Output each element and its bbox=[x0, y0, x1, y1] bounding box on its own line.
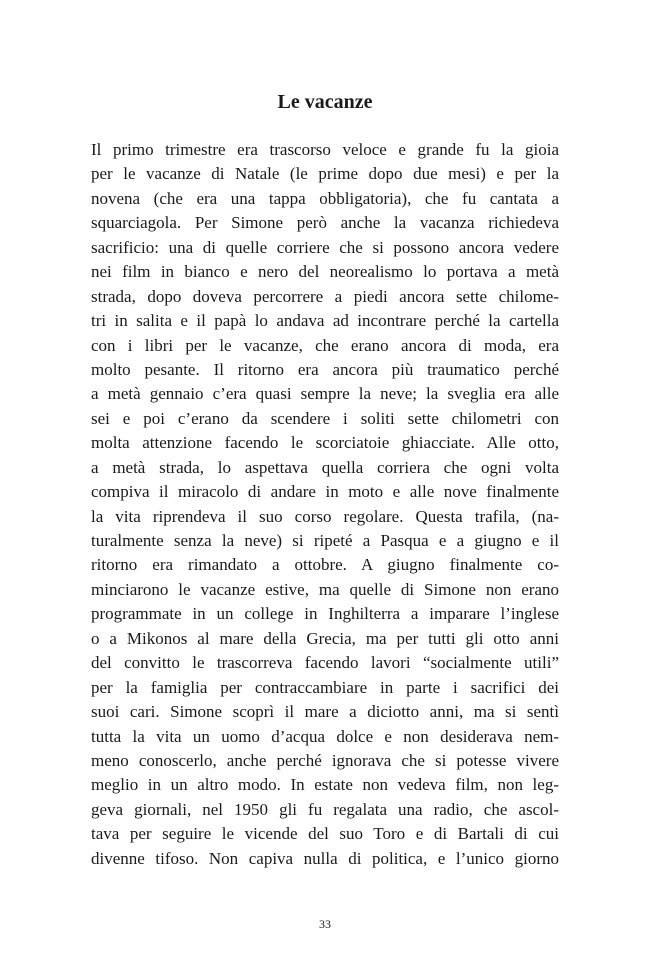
text-line: minciarono le vacanze estive, ma quelle di Simone non erano bbox=[91, 579, 559, 599]
text-line: ritorno era rimandato a ottobre. A giugno finalmente co- bbox=[91, 555, 559, 575]
text-line: tutta la vita un uomo d’acqua dolce e non desiderava nem- bbox=[91, 726, 559, 746]
text-line: divenne tifoso. Non capiva nulla di politica, e l’unico giorno bbox=[91, 848, 559, 868]
text-line: con i libri per le vacanze, che erano ancora di moda, era bbox=[91, 335, 559, 355]
text-line: novena (che era una tappa obbligatoria), che fu cantata a bbox=[91, 188, 559, 208]
text-line: nei film in bianco e nero del neorealismo lo portava a metà bbox=[91, 262, 559, 282]
text-line: molta attenzione facendo le scorciatoie ghiacciate. Alle otto, bbox=[91, 433, 559, 453]
text-line: turalmente senza la neve) si ripeté a Pasqua e a giugno e il bbox=[91, 531, 559, 550]
text-line: suoi cari. Simone scoprì il mare a diciotto anni, ma si sentì bbox=[91, 702, 559, 722]
text-line: per la famiglia per contraccambiare in parte i sacrifici dei bbox=[91, 677, 559, 697]
page-number: 33 bbox=[319, 917, 331, 931]
text-line: per le vacanze di Natale (le prime dopo due mesi) e per la bbox=[91, 164, 559, 184]
text-line: squarciagola. Per Simone però anche la vacanza richiedeva bbox=[91, 213, 559, 233]
text-line: molto pesante. Il ritorno era ancora più traumatico perché bbox=[91, 359, 559, 379]
text-line: sei e poi c’erano da scendere i soliti sette chilometri con bbox=[91, 408, 559, 428]
text-line: a metà strada, lo aspettava quella corriera che ogni volta bbox=[91, 457, 559, 477]
text-line: tava per seguire le vicende del suo Toro e di Bartali di cui bbox=[91, 824, 559, 844]
chapter-title: Le vacanze bbox=[277, 91, 373, 113]
text-line: o a Mikonos al mare della Grecia, ma per tutti gli otto anni bbox=[91, 628, 559, 648]
text-line: meno conoscerlo, anche perché ignorava che si potesse vivere bbox=[91, 750, 559, 770]
text-line: strada, dopo doveva percorrere a piedi ancora sette chilome- bbox=[91, 286, 559, 306]
text-line: compiva il miracolo di andare in moto e alle nove finalmente bbox=[91, 482, 559, 502]
text-line: tri in salita e il papà lo andava ad incontrare perché la cartella bbox=[91, 311, 559, 331]
text-line: sacrificio: una di quelle corriere che si possono ancora vedere bbox=[91, 237, 559, 257]
body-text bbox=[91, 138, 559, 871]
text-line: geva giornali, nel 1950 gli fu regalata una radio, che ascol- bbox=[91, 799, 559, 819]
text-line: la vita riprendeva il suo corso regolare. Questa trafila, (na- bbox=[91, 506, 559, 526]
text-line: meglio in un altro modo. In estate non vedeva film, non leg- bbox=[91, 775, 559, 795]
text-line: del convitto le trascorreva facendo lavori “socialmente utili” bbox=[91, 653, 559, 673]
text-line: programmate in un college in Inghilterra a imparare l’inglese bbox=[91, 604, 559, 624]
text-line: Il primo trimestre era trascorso veloce e grande fu la gioia bbox=[91, 140, 559, 159]
text-line: a metà gennaio c’era quasi sempre la neve; la sveglia era alle bbox=[91, 384, 559, 404]
